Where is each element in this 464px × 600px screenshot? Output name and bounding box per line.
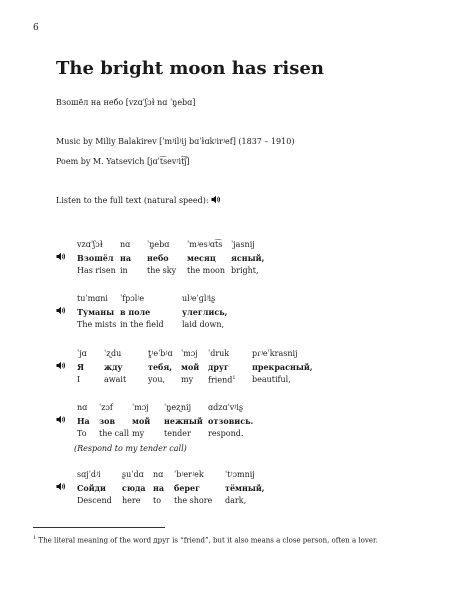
english-word: the moon [187,266,226,275]
russian-word: Сойди [77,483,106,493]
ipa-word: nɑ [153,470,164,479]
russian-word: улеглись, [182,307,228,317]
song-title: The bright moon has risen [56,58,324,79]
ipa-word: ˈʐdu [104,349,122,358]
english-word-with-footnote [208,375,236,385]
english-word: await [104,375,127,384]
english-word: tender [164,429,191,438]
russian-word: Я [77,362,85,372]
russian-word: Взошёл [77,253,114,263]
music-credit: Music by Miliy Balakirev [ˈmʲilʲij bɑˈɫɑkʲirʲef] (1837 – 1910) [56,137,295,146]
russian-word: берег [174,483,201,493]
speaker-icon[interactable] [211,195,221,204]
ipa-word: ˈn̪eʐnij [164,403,192,412]
english-word: my [132,429,145,438]
ipa-word: pɾʲeˈkrasnij [252,349,298,358]
ipa-word: vzɑˈʃɔɫ [77,240,103,249]
english-word: my [181,375,194,384]
russian-word: прекрасный, [252,362,313,372]
footnote-marker: 1 [33,535,37,541]
ipa-word: ˈmʲesʲɑt͡s [187,240,223,249]
russian-word: мой [181,362,200,372]
ipa-word: ˈdruk [208,349,230,358]
ipa-word: ˈmɔj [132,403,149,412]
russian-word: на [120,253,132,263]
speaker-icon[interactable] [56,482,66,491]
english-word: friend [208,375,233,385]
footnote-text: The literal meaning of the word друг is “friend”, but it also means a close person, often a lover. [38,536,378,545]
stanza-1 [56,240,436,280]
russian-word: ясный, [231,253,265,263]
english-word: in [120,266,128,275]
footnote [33,535,378,544]
russian-word: небо [147,253,169,263]
ipa-word: ulʲeˈɡlʲiʂ [182,294,216,303]
russian-word: Туманы [77,307,115,317]
translation-note: (Respond to my tender call) [74,444,187,453]
ipa-word: ɑdzɑˈvʲiʂ [208,403,244,412]
stanza-2 [56,294,436,334]
ipa-word: ˈmɔj [181,349,198,358]
english-word: bright, [231,266,259,275]
speaker-icon[interactable] [56,306,66,315]
russian-word: На [77,416,90,426]
stanza-3 [56,349,436,389]
russian-word: тебя, [148,362,173,372]
poem-credit: Poem by M. Yatsevich [jɑˈt͡sevʲit͡ʃ] [56,157,190,166]
speaker-icon[interactable] [56,252,66,261]
ipa-word: ʂuˈdɑ [122,470,144,479]
original-title: Взошёл на небо [vzɑˈʃɔɫ nɑ ˈn̪ebɑ] [56,98,196,107]
english-word: the shore [174,496,213,505]
ipa-word: ˈjasnij [231,240,255,249]
english-word: beautiful, [252,375,291,384]
english-word: Has risen [77,266,116,275]
stanza-4 [56,403,436,443]
russian-word: сюда [122,483,146,493]
english-word: laid down, [182,320,225,329]
ipa-word: ˈbʲerʲek [174,470,204,479]
ipa-word: ˈfpɔlʲe [120,294,145,303]
english-word: to [153,496,162,505]
russian-word: на [153,483,165,493]
russian-word: отзовись. [208,416,254,426]
english-word: I [77,375,81,384]
listen-label: Listen to the full text (natural speed): [56,196,209,205]
ipa-word: sɑjˈdʲi [77,470,101,479]
english-word: The mists [77,320,117,329]
russian-word: тёмный, [225,483,265,493]
speaker-icon[interactable] [56,361,66,370]
english-word: dark, [225,496,247,505]
english-word: you, [148,375,166,384]
ipa-word: nɑ [120,240,131,249]
ipa-word: nɑ [77,403,88,412]
english-word: Descend [77,496,112,505]
stanza-5 [56,470,436,510]
english-word: in the field [120,320,164,329]
ipa-word: ˈjɑ [77,349,87,358]
footnote-ref[interactable]: 1 [232,375,236,381]
russian-word: зов [99,416,115,426]
english-word: here [122,496,141,505]
listen-row [56,195,221,205]
russian-word: жду [104,362,123,372]
page-number: 6 [33,23,39,33]
english-word: the call [99,429,130,438]
russian-word: мой [132,416,151,426]
ipa-word: ˈzɔf [99,403,113,412]
ipa-word: ˈtʲɔmnij [225,470,255,479]
ipa-word: t̪ʲeˈbʲɑ [148,349,173,358]
russian-word: нежный [164,416,203,426]
ipa-word: ˈn̪ebɑ [147,240,170,249]
footnote-rule [33,527,165,528]
speaker-icon[interactable] [56,415,66,424]
english-word: To [77,429,87,438]
russian-word: месяц [187,253,216,263]
english-word: the sky [147,266,177,275]
russian-word: друг [208,362,229,372]
ipa-word: tuˈmɑni [77,294,108,303]
english-word: respond. [208,429,244,438]
russian-word: в поле [120,307,151,317]
